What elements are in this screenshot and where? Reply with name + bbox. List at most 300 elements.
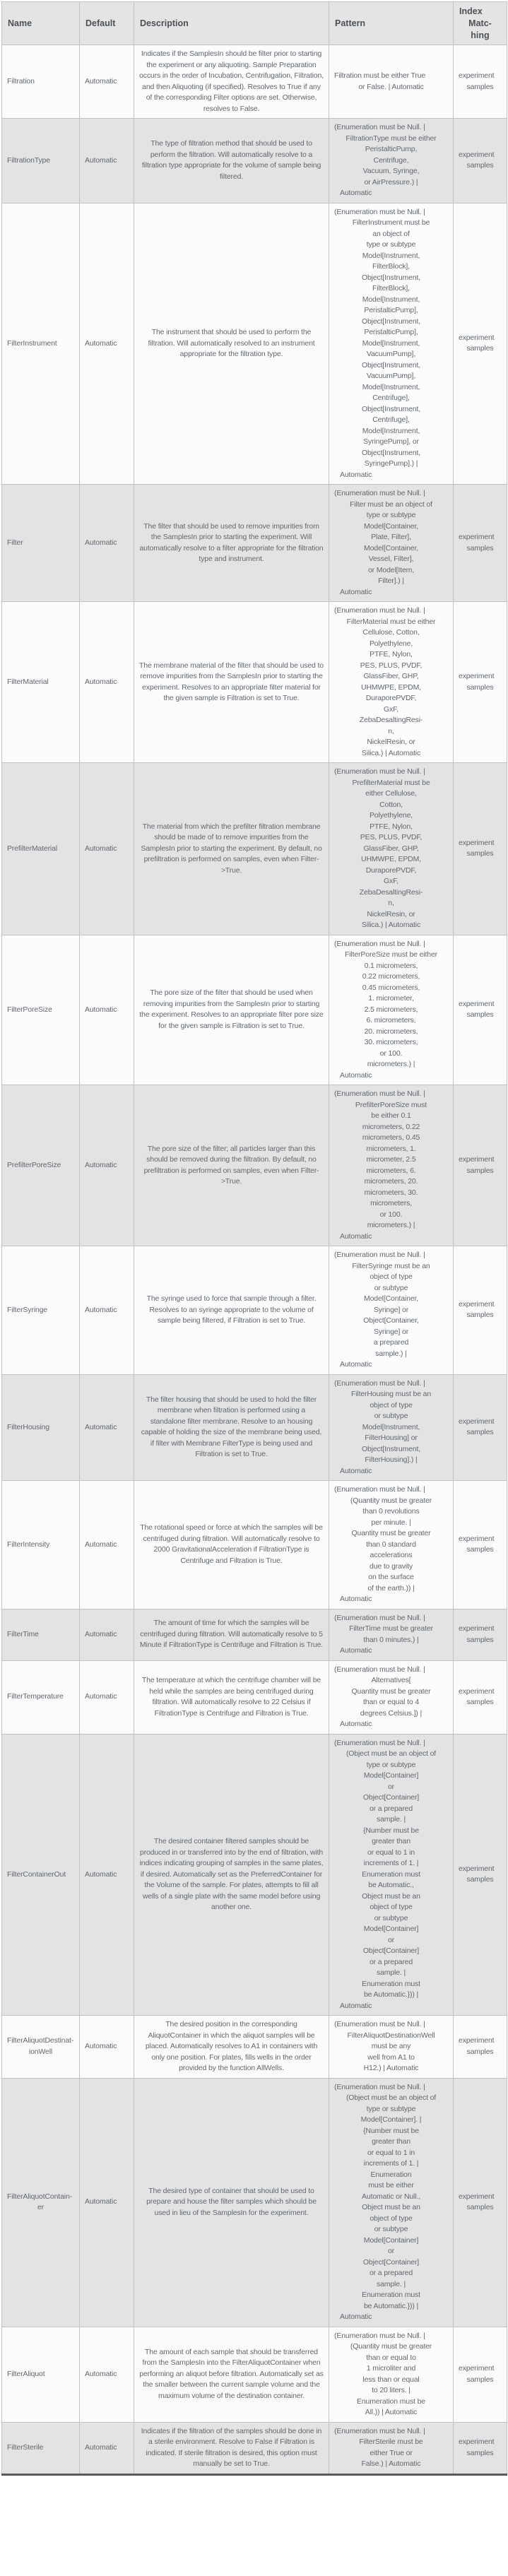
index-matching-cell bbox=[454, 2327, 507, 2422]
pattern-line: (Enumeration must be Null. | bbox=[334, 1089, 425, 1098]
index-matching-line: experiment bbox=[459, 1624, 495, 1633]
table-row bbox=[2, 1246, 507, 1375]
pattern-line: DuraporePVDF, bbox=[365, 694, 417, 702]
pattern-line: Object[Instrument, bbox=[361, 317, 421, 326]
description-cell: The instrument that should be used to perform the filtration. Will automatically resolved to an instrument appropriate for the filtration type. bbox=[134, 203, 329, 485]
pattern-line: Cellulose, Cotton, bbox=[362, 628, 420, 637]
pattern-line: Model[Instrument, bbox=[362, 295, 420, 304]
index-matching-line: experiment bbox=[459, 533, 495, 541]
pattern-line: PES, PLUS, PVDF, bbox=[360, 833, 423, 841]
index-matching-line: samples bbox=[466, 1311, 494, 1320]
pattern-line: an object of bbox=[372, 229, 410, 238]
pattern-line: or False. | Automatic bbox=[358, 82, 424, 91]
column-header-default bbox=[80, 2, 134, 45]
pattern-cell bbox=[329, 203, 454, 485]
pattern-line: (Enumeration must be Null. | bbox=[334, 1665, 425, 1674]
pattern-line: PeristalticPump], bbox=[364, 328, 418, 336]
pattern-line: Centrifuge, bbox=[373, 155, 409, 165]
pattern-line: PTFE, Nylon, bbox=[370, 822, 413, 831]
table-row bbox=[2, 1734, 507, 2016]
pattern-cell bbox=[329, 602, 454, 763]
pattern-line: than or equal to bbox=[366, 2353, 416, 2362]
pattern-line: (Enumeration must be Null. | bbox=[334, 2082, 425, 2091]
pattern-line: Plate, Filter], bbox=[371, 533, 411, 541]
index-matching-line: samples bbox=[466, 82, 494, 91]
index-matching-line: samples bbox=[466, 1545, 494, 1554]
pattern-line: object of type bbox=[370, 1272, 413, 1281]
table-row bbox=[2, 45, 507, 119]
index-matching-line: experiment bbox=[459, 1299, 495, 1308]
pattern-line: or equal to 1 in bbox=[367, 2148, 415, 2157]
pattern-line: Automatic bbox=[340, 1231, 372, 1241]
header-row bbox=[2, 2, 507, 45]
pattern-line: or bbox=[387, 1935, 395, 1944]
pattern-line: Model[Instrument, bbox=[362, 426, 420, 435]
table-row bbox=[2, 1660, 507, 1734]
column-header-description bbox=[134, 2, 329, 45]
pattern-line: (Enumeration must be Null. | bbox=[334, 1613, 425, 1622]
pattern-line: or a prepared bbox=[369, 1804, 413, 1813]
description-cell: The rotational speed or force at which the samples will be centrifuged during filtration. Will automatically resolve to 2000 GravitationalAcceleration if FiltrationType is Centrifuge and Filtration is True. bbox=[134, 1481, 329, 1609]
column-header-line: Description bbox=[140, 18, 189, 28]
index-matching-cell bbox=[454, 1085, 507, 1246]
pattern-line: (Enumeration must be Null. | bbox=[334, 939, 425, 948]
option-name-cell bbox=[2, 935, 80, 1085]
pattern-line: {Number must be bbox=[363, 1826, 419, 1835]
index-matching-line: experiment bbox=[459, 1864, 495, 1873]
pattern-line: (Enumeration must be Null. | bbox=[334, 2020, 425, 2028]
pattern-line: or subtype bbox=[374, 1412, 408, 1420]
pattern-line: type or subtype bbox=[366, 240, 416, 249]
pattern-line: Enumeration must bbox=[362, 1979, 420, 1988]
table-body bbox=[2, 45, 507, 2475]
index-matching-line: experiment bbox=[459, 1534, 495, 1543]
pattern-cell bbox=[329, 1085, 454, 1246]
default-cell: Automatic bbox=[80, 1660, 134, 1734]
description-cell: The pore size of the filter that should be used when removing impurities from the SamplesIn prior to starting the experiment. Resolves to an appropriate filter pore size for the given sample is Filtration is set to True. bbox=[134, 935, 329, 1085]
pattern-line: either True or bbox=[370, 2448, 413, 2457]
option-name-cell bbox=[2, 203, 80, 485]
pattern-line: FilterTime must be greater bbox=[349, 1624, 433, 1633]
pattern-line: greater than bbox=[372, 1837, 410, 1845]
index-matching-line: experiment bbox=[459, 150, 495, 159]
index-matching-line: experiment bbox=[459, 1686, 495, 1696]
pattern-line: GxF, bbox=[384, 877, 398, 885]
pattern-line: FilterHousing].) | bbox=[365, 1455, 418, 1464]
pattern-line: either Cellulose, bbox=[365, 789, 417, 798]
index-matching-cell bbox=[454, 602, 507, 763]
default-cell: Automatic bbox=[80, 1246, 134, 1375]
option-name-line: ionWell bbox=[28, 2047, 53, 2056]
pattern-line: NickelResin, or bbox=[367, 738, 415, 746]
pattern-line: Alternatives[ bbox=[371, 1676, 411, 1684]
index-matching-line: samples bbox=[466, 683, 494, 692]
pattern-line: VacuumPump], bbox=[366, 350, 416, 358]
table-row bbox=[2, 1481, 507, 1609]
table-row bbox=[2, 203, 507, 485]
option-name-cell bbox=[2, 2078, 80, 2327]
index-matching-line: samples bbox=[466, 849, 494, 858]
option-name-line: Filtration bbox=[7, 76, 35, 85]
pattern-line: 1 microliter and bbox=[366, 2364, 416, 2373]
pattern-line: Model[Instrument, bbox=[362, 1422, 420, 1431]
pattern-line: (Object must be an object of bbox=[345, 1749, 437, 1758]
pattern-line: Model[Instrument, bbox=[362, 338, 420, 348]
pattern-line: be Automatic., bbox=[368, 1881, 414, 1889]
option-name-line: FilterPoreSize bbox=[7, 1005, 52, 1014]
description-cell: The pore size of the filter; all particles larger than this should be removed during the filtration. By default, no prefiltration is performed on samples, even when Filter->True. bbox=[134, 1085, 329, 1246]
option-name-cell bbox=[2, 2327, 80, 2422]
pattern-line: FilterBlock], bbox=[372, 284, 410, 293]
pattern-line: n, bbox=[388, 899, 394, 907]
pattern-line: sample. | bbox=[376, 1815, 406, 1824]
index-matching-cell bbox=[454, 203, 507, 485]
pattern-line: (Enumeration must be Null. | bbox=[334, 606, 425, 615]
table-row bbox=[2, 2327, 507, 2422]
pattern-line: FiltrationType must be either bbox=[345, 134, 437, 143]
pattern-line: Automatic bbox=[340, 1070, 372, 1080]
pattern-line: or subtype bbox=[374, 1283, 408, 1292]
pattern-line: 20. micrometers, bbox=[364, 1027, 418, 1036]
pattern-line: Object must be an bbox=[362, 1891, 420, 1901]
pattern-line: must be any bbox=[371, 2042, 411, 2050]
pattern-line: (Enumeration must be Null. | bbox=[334, 1738, 425, 1747]
pattern-line: Object[Container] bbox=[362, 1946, 420, 1955]
pattern-line: False.) | Automatic bbox=[361, 2459, 421, 2468]
pattern-line: Vessel, Filter], bbox=[368, 555, 414, 563]
description-cell: The desired position in the corresponding AliquotContainer in which the aliquot samples will be placed. Automatically resolves to A1 in containers with only one position. For plates, fills wells in the order provided by the function AllWells. bbox=[134, 2016, 329, 2079]
pattern-cell bbox=[329, 1660, 454, 1734]
index-matching-line: samples bbox=[466, 543, 494, 553]
description-cell: The amount of time for which the samples will be centrifuged during filtration. Will automatically resolve to 5 Minute if FiltrationType is Centrifuge and Filtration is True. bbox=[134, 1609, 329, 1660]
option-name-line: FilterSyringe bbox=[7, 1305, 47, 1314]
pattern-line: Polyethylene, bbox=[369, 811, 413, 820]
column-header-line: hing bbox=[471, 30, 490, 40]
pattern-line: GlassFiber, GHP, bbox=[363, 672, 419, 680]
pattern-line: SyringePump], or bbox=[363, 437, 419, 446]
pattern-line: Enumeration bbox=[370, 2170, 412, 2179]
index-matching-line: experiment bbox=[459, 1417, 495, 1426]
pattern-line: ZebaDesaltingResi- bbox=[359, 887, 423, 897]
default-cell: Automatic bbox=[80, 45, 134, 119]
pattern-line: Vacuum, Syringe, bbox=[362, 167, 420, 175]
index-matching-line: samples bbox=[466, 2203, 494, 2211]
option-name-cell bbox=[2, 45, 80, 119]
pattern-line: Centrifuge], bbox=[372, 394, 410, 402]
option-name-line: FilterHousing bbox=[7, 1422, 49, 1431]
pattern-line: (Enumeration must be Null. | bbox=[334, 489, 425, 497]
pattern-line: to 20 liters. | bbox=[372, 2386, 410, 2394]
index-matching-cell bbox=[454, 1481, 507, 1609]
pattern-line: on the surface bbox=[368, 1573, 414, 1581]
option-name-cell bbox=[2, 763, 80, 935]
pattern-line: GlassFiber, GHP, bbox=[363, 844, 419, 853]
pattern-line: Model[Instrument, bbox=[362, 251, 420, 260]
pattern-line: n, bbox=[388, 726, 394, 735]
default-cell: Automatic bbox=[80, 1609, 134, 1660]
pattern-line: Centrifuge], bbox=[372, 415, 410, 424]
pattern-line: UHMWPE, EPDM, bbox=[361, 683, 421, 692]
description-cell: Indicates if the SamplesIn should be filter prior to starting the experiment or any aliquoting. Sample Preparation occurs in the order of Incubation, Centrifugation, Filtration, and then Aliquoting (if specified). Resolves to True if any of the corresponding Filter options are set. Otherwise, resolves to False. bbox=[134, 45, 329, 119]
description-cell: The material from which the prefilter filtration membrane should be made of to remove impurities from the SamplesIn prior to starting the experiment. By default, no prefiltration is performed on samples, even when Filter->True. bbox=[134, 763, 329, 935]
default-cell: Automatic bbox=[80, 763, 134, 935]
option-name-line: FilterTemperature bbox=[7, 1692, 64, 1701]
pattern-line: NickelResin, or bbox=[367, 909, 415, 918]
pattern-line: Object[Instrument, bbox=[361, 448, 421, 457]
pattern-line: accelerations bbox=[370, 1551, 413, 1559]
option-name-cell bbox=[2, 1660, 80, 1734]
pattern-line: Enumeration must be bbox=[357, 2397, 425, 2406]
table-row bbox=[2, 1609, 507, 1660]
pattern-line: VacuumPump], bbox=[366, 372, 416, 380]
description-cell: The desired container filtered samples should be produced in or transferred into by the end of filtration, with indices indicating grouping of samples in the same plates, if desired. Automatically set as the PreferredContainer for the Volume of the sample. For plates, attempts to fill all wells of a single plate with the same model before using another one. bbox=[134, 1734, 329, 2016]
index-matching-line: samples bbox=[466, 1875, 494, 1884]
pattern-line: PeristalticPump, bbox=[365, 145, 418, 153]
pattern-line: Syringe] or bbox=[373, 1305, 409, 1314]
pattern-line: object of type bbox=[370, 1903, 413, 1911]
column-header-line: Name bbox=[8, 18, 33, 28]
table-row bbox=[2, 602, 507, 763]
pattern-line: Automatic bbox=[340, 1360, 372, 1369]
pattern-line: micrometers, 0.22 bbox=[362, 1122, 420, 1131]
option-name-cell bbox=[2, 1609, 80, 1660]
option-name-line: Filter bbox=[7, 538, 23, 547]
pattern-line: (Quantity must be greater bbox=[350, 2342, 432, 2351]
pattern-line: (Enumeration must be Null. | bbox=[334, 2426, 425, 2435]
default-cell: Automatic bbox=[80, 1085, 134, 1246]
pattern-line: Filter must be an object of bbox=[350, 500, 432, 509]
pattern-line: or a prepared bbox=[369, 1957, 413, 1966]
pattern-line: Filtration must be either True bbox=[334, 71, 426, 80]
option-name-cell bbox=[2, 485, 80, 602]
default-cell: Automatic bbox=[80, 203, 134, 485]
pattern-line: PES, PLUS, PVDF, bbox=[360, 661, 423, 670]
description-cell: The type of filtration method that should be used to perform the filtration. Will automatically resolve to a filtration type appropriate for the volume of sample being filtered. bbox=[134, 119, 329, 203]
pattern-line: All.)) | Automatic bbox=[365, 2408, 418, 2416]
pattern-line: 30. micrometers, bbox=[364, 1038, 418, 1046]
pattern-line: micrometers, 1. bbox=[366, 1144, 416, 1153]
table-row bbox=[2, 119, 507, 203]
option-name-cell bbox=[2, 1734, 80, 2016]
default-cell: Automatic bbox=[80, 602, 134, 763]
default-cell: Automatic bbox=[80, 2078, 134, 2327]
pattern-line: Object[Container, bbox=[363, 1316, 419, 1325]
pattern-line: per minute. | bbox=[371, 1518, 411, 1527]
pattern-line: or subtype bbox=[374, 1913, 408, 1922]
pattern-line: micrometers, 6. bbox=[366, 1166, 416, 1175]
table-row bbox=[2, 485, 507, 602]
index-matching-line: experiment bbox=[459, 2438, 495, 2446]
table-row bbox=[2, 935, 507, 1085]
pattern-line: Object must be an bbox=[362, 2203, 420, 2211]
pattern-line: than 0 revolutions bbox=[362, 1507, 420, 1516]
option-name-line: FilterMaterial bbox=[7, 677, 49, 686]
pattern-line: 1. micrometer, bbox=[368, 994, 414, 1003]
index-matching-line: samples bbox=[466, 2448, 494, 2457]
option-name-cell bbox=[2, 119, 80, 203]
pattern-line: Automatic or Null., bbox=[362, 2192, 420, 2201]
description-cell: The amount of each sample that should be transferred from the SamplesIn into the FilterAliquotContainer when performing an aliquot before filtration. Automatically set as the smaller between the current sample volume and the maximum volume of the destination container. bbox=[134, 2327, 329, 2422]
pattern-line: or 100. bbox=[379, 1210, 403, 1219]
index-matching-line: experiment bbox=[459, 672, 495, 680]
column-header-index_matching bbox=[454, 2, 507, 45]
option-name-line: PrefilterMaterial bbox=[7, 844, 57, 853]
index-matching-cell bbox=[454, 763, 507, 935]
index-matching-line: samples bbox=[466, 344, 494, 353]
index-matching-line: samples bbox=[466, 1428, 494, 1437]
pattern-cell bbox=[329, 2422, 454, 2474]
pattern-cell bbox=[329, 1734, 454, 2016]
index-matching-cell bbox=[454, 2016, 507, 2079]
pattern-line: UHMWPE, EPDM, bbox=[361, 855, 421, 863]
pattern-line: micrometers.) | bbox=[367, 1060, 415, 1068]
pattern-line: 6. micrometers, bbox=[366, 1016, 416, 1024]
pattern-line: of the earth.)) | bbox=[367, 1583, 415, 1593]
option-name-line: FilterContainerOut bbox=[7, 1869, 66, 1879]
pattern-line: {Number must be bbox=[363, 2126, 419, 2135]
pattern-line: Model[Container] bbox=[363, 1925, 419, 1933]
option-name-cell bbox=[2, 2016, 80, 2079]
pattern-line: Quantity must be greater bbox=[351, 1686, 431, 1696]
pattern-line: Model[Container] bbox=[363, 1771, 419, 1780]
index-matching-cell bbox=[454, 2422, 507, 2474]
option-name-line: PrefilterPoreSize bbox=[7, 1160, 61, 1169]
index-matching-cell bbox=[454, 1246, 507, 1375]
pattern-line: micrometers.) | bbox=[367, 1221, 415, 1229]
pattern-line: H12.) | Automatic bbox=[363, 2064, 419, 2072]
pattern-line: (Enumeration must be Null. | bbox=[334, 767, 425, 776]
pattern-line: micrometers, 20. bbox=[364, 1177, 418, 1186]
description-cell: The filter housing that should be used to hold the filter membrane when filtration is performed using a standalone filter membrane. Resolve to an housing capable of holding the size of the membrane being used, if filter with Membrane FilterType is being used and Filtration is set to True. bbox=[134, 1374, 329, 1481]
default-cell: Automatic bbox=[80, 1734, 134, 2016]
pattern-line: Syringe] or bbox=[373, 1327, 409, 1336]
pattern-line: Model[Container, bbox=[364, 521, 418, 531]
index-matching-line: samples bbox=[466, 2047, 494, 2056]
pattern-line: Object[Container] bbox=[362, 1793, 420, 1802]
pattern-line: FilterHousing must be an bbox=[350, 1390, 432, 1398]
pattern-line: (Object must be an object of bbox=[345, 2093, 437, 2102]
pattern-line: be Automatic.})) | bbox=[363, 2301, 419, 2310]
pattern-cell bbox=[329, 1246, 454, 1375]
table-row bbox=[2, 2078, 507, 2327]
pattern-line: or subtype bbox=[374, 2225, 408, 2233]
index-matching-line: samples bbox=[466, 1698, 494, 1706]
pattern-line: Object[Instrument, bbox=[361, 404, 421, 413]
description-cell: The syringe used to force that sample through a filter. Resolves to an syringe appropriate to the volume of sample being filtered, if Filtration is set to True. bbox=[134, 1246, 329, 1375]
index-matching-cell bbox=[454, 1734, 507, 2016]
pattern-cell bbox=[329, 2016, 454, 2079]
pattern-line: due to gravity bbox=[370, 1561, 413, 1571]
pattern-line: (Enumeration must be Null. | bbox=[334, 1378, 425, 1388]
default-cell: Automatic bbox=[80, 1374, 134, 1481]
pattern-line: PrefilterMaterial must be bbox=[352, 778, 430, 787]
pattern-line: SyringePump].) | bbox=[364, 459, 418, 468]
pattern-line: object of type bbox=[370, 2214, 413, 2223]
pattern-line: Automatic bbox=[340, 470, 372, 479]
pattern-line: must be either bbox=[368, 2181, 414, 2190]
table-row bbox=[2, 763, 507, 935]
pattern-cell bbox=[329, 485, 454, 602]
pattern-line: PTFE, Nylon, bbox=[370, 650, 413, 658]
pattern-line: or 100. bbox=[379, 1048, 403, 1058]
option-name-line: FilterTime bbox=[7, 1629, 39, 1638]
index-matching-line: experiment bbox=[459, 838, 495, 847]
pattern-line: micrometers, 30. bbox=[364, 1188, 418, 1197]
pattern-line: be Automatic.})) | bbox=[363, 1990, 419, 1999]
index-matching-line: experiment bbox=[459, 71, 495, 80]
index-matching-cell bbox=[454, 1374, 507, 1481]
pattern-line: micrometers, bbox=[370, 1199, 412, 1207]
pattern-line: Model[Container]. | bbox=[360, 2115, 422, 2124]
table-row bbox=[2, 1374, 507, 1481]
pattern-line: Automatic bbox=[340, 1466, 372, 1475]
pattern-line: (Enumeration must be Null. | bbox=[334, 1251, 425, 1259]
index-matching-line: experiment bbox=[459, 2036, 495, 2045]
option-name-cell bbox=[2, 1246, 80, 1375]
pattern-line: (Enumeration must be Null. | bbox=[334, 1485, 425, 1494]
pattern-line: Automatic bbox=[340, 2312, 372, 2321]
pattern-line: micrometer, 2.5 bbox=[366, 1155, 416, 1164]
pattern-line: Model[Instrument, bbox=[362, 382, 420, 391]
pattern-line: Cotton, bbox=[379, 800, 403, 809]
option-name-cell bbox=[2, 1374, 80, 1481]
pattern-line: Object[Instrument, bbox=[361, 1444, 421, 1453]
pattern-line: degrees Celsius.]) | bbox=[360, 1708, 423, 1718]
option-name-line: FilterIntensity bbox=[7, 1540, 50, 1549]
index-matching-line: samples bbox=[466, 1010, 494, 1020]
pattern-line: Enumeration must bbox=[362, 1869, 420, 1879]
pattern-line: greater than bbox=[372, 2137, 410, 2146]
index-matching-cell bbox=[454, 1609, 507, 1660]
pattern-cell bbox=[329, 2078, 454, 2327]
pattern-line: or AirPressure.) | bbox=[364, 177, 418, 187]
pattern-line: PeristalticPump], bbox=[364, 306, 418, 314]
pattern-line: sample.) | bbox=[375, 1349, 407, 1358]
pattern-line: FilterSyringe must be an bbox=[352, 1261, 430, 1270]
option-name-line: er bbox=[37, 2203, 45, 2211]
pattern-line: Quantity must be greater bbox=[351, 1529, 431, 1537]
pattern-line: (Enumeration must be Null. | bbox=[334, 2331, 425, 2340]
option-name-line: FiltrationType bbox=[7, 155, 50, 165]
pattern-line: Enumeration must bbox=[362, 2291, 420, 2299]
pattern-line: Object[Container] bbox=[362, 2257, 420, 2267]
pattern-line: (Enumeration must be Null. | bbox=[334, 207, 425, 216]
pattern-line: FilterBlock], bbox=[372, 262, 410, 271]
description-cell: Indicates if the filtration of the samples should be done in a sterile environment. Resolve to False if Filtration is indicated. If sterile filtration is desired, this option must manually be set to True. bbox=[134, 2422, 329, 2474]
index-matching-line: samples bbox=[466, 161, 494, 170]
pattern-line: Silica.) | Automatic bbox=[361, 921, 421, 929]
index-matching-line: samples bbox=[466, 2375, 494, 2384]
table-row bbox=[2, 2016, 507, 2079]
pattern-line: Object[Instrument, bbox=[361, 273, 421, 282]
option-name-cell bbox=[2, 2422, 80, 2474]
pattern-line: Filter].) | bbox=[378, 577, 404, 585]
pattern-line: or equal to 1 in bbox=[367, 1848, 415, 1857]
index-matching-line: experiment bbox=[459, 333, 495, 342]
column-header-pattern bbox=[329, 2, 454, 45]
pattern-cell bbox=[329, 1609, 454, 1660]
index-matching-line: experiment bbox=[459, 1155, 495, 1164]
option-name-cell bbox=[2, 1481, 80, 1609]
pattern-line: FilterSterile must be bbox=[359, 2438, 423, 2446]
pattern-cell bbox=[329, 1481, 454, 1609]
pattern-line: FilterHousing] or bbox=[365, 1434, 418, 1442]
pattern-line: than 0 minutes.) | bbox=[363, 1635, 419, 1644]
option-name-cell bbox=[2, 602, 80, 763]
pattern-line: Automatic bbox=[340, 189, 372, 197]
pattern-line: DuraporePVDF, bbox=[365, 865, 417, 875]
default-cell: Automatic bbox=[80, 935, 134, 1085]
